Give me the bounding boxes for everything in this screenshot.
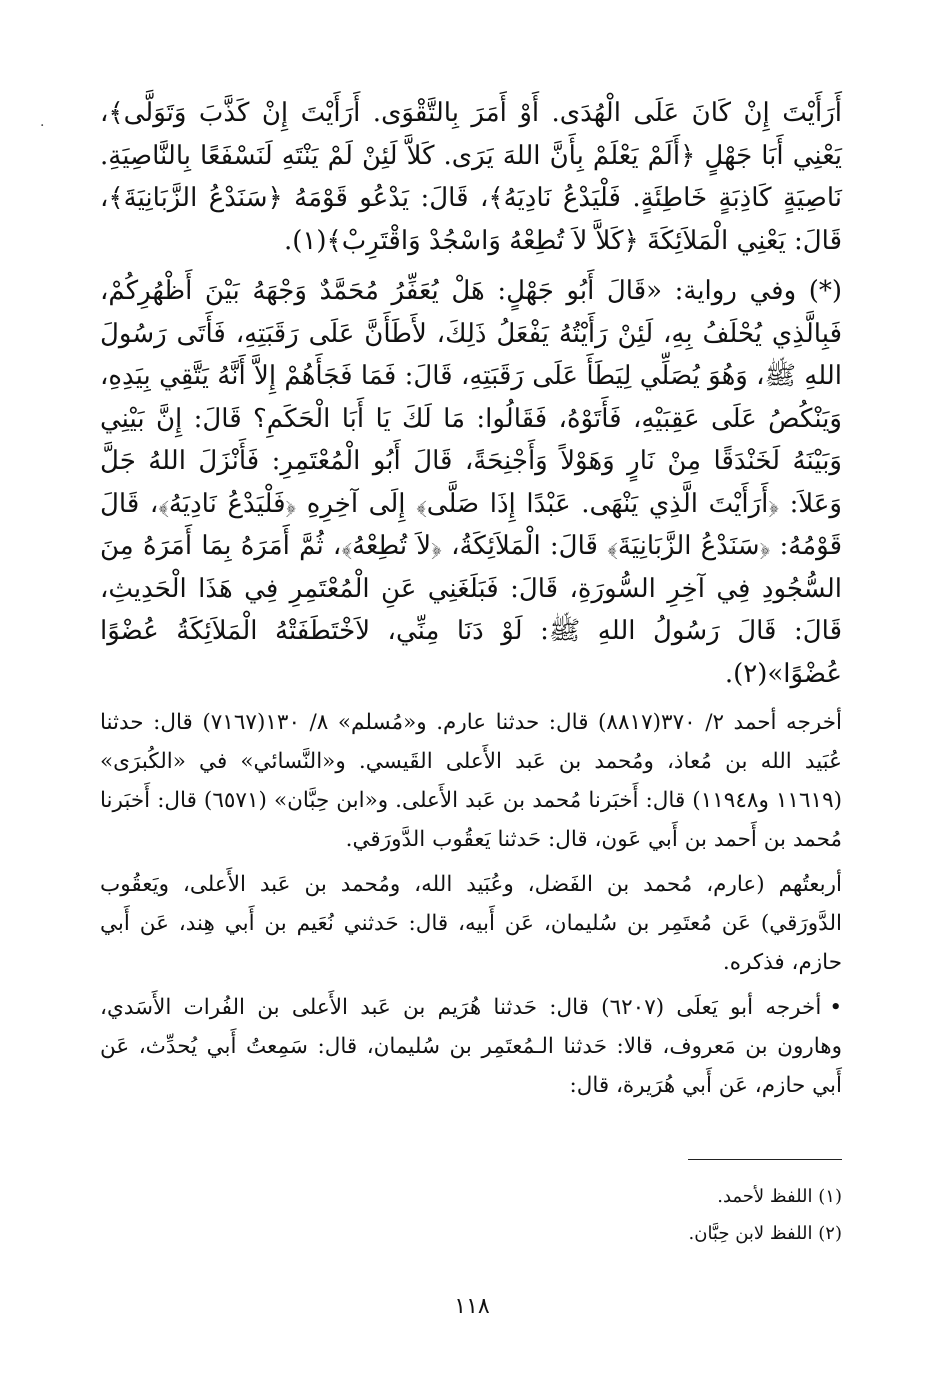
takhrij-paragraph-3-text: أخرجه أبو يَعلَى (٦٢٠٧) قال: حَدثنا هُرَيم بن عَبد الأَعلى بن الفُرات الأَسَدي، وهارون بن مَعروف، قالا: حَدثنا الـمُعتَمِر بن سُليمان، قال: سَمِعتُ أَبي يُحدِّث، عَن أَبي حازم، عَن أَبي هُرَيرة، قال: [100, 995, 842, 1098]
footnotes [100, 1178, 842, 1252]
takhrij-paragraph-2: أربعتُهم (عارم، مُحمد بن الفَضل، وعُبَيد الله، ومُحمد بن عَبد الأَعلى، ويَعقُوب الدَّورَقي) عَن مُعتَمِر بن سُليمان، عَن أَبيه، قال: حَدثني نُعَيم بن أَبي هِند، عَن أَبي حازم، فذكره. [100, 872, 842, 975]
matn-paragraph-2: (*) وفي رواية: «قَالَ أَبُو جَهْلٍ: هَلْ يُعَفِّرُ مُحَمَّدٌ وَجْهَهُ بَيْنَ أَظْهُرِكُمْ، فَبِالَّذِي يُحْلَفُ بِهِ، لَئِنْ رَأَيْتُهُ يَفْعَلُ ذَلِكَ، لأَطَأَنَّ عَلَى رَقَبَتِهِ، فَأَتَى رَسُولَ اللهِ ﷺ، وَهُوَ يُصَلِّي لِيَطَأَ عَلَى رَقَبَتِهِ، قَالَ: فَمَا فَجَأَهُمْ إِلاَّ أَنَّهُ يَتَّقِي بِيَدِهِ، وَيَنْكُصُ عَلَى عَقِبَيْهِ، فَأَتَوْهُ، فَقَالُوا: مَا لَكَ يَا أَبَا الْحَكَمِ؟ قَالَ: إِنَّ بَيْنِي وَبَيْنَهُ لَخَنْدَقًا مِنْ نَارٍ وَهَوْلاً وَأَجْنِحَةً، قَالَ أَبُو الْمُعْتَمِرِ: فَأَنْزَلَ اللهُ جَلَّ وَعَلاَ: ﴿أَرَأَيْتَ الَّذِي يَنْهَى. عَبْدًا إِذَا صَلَّى﴾ إِلَى آخِرِهِ ﴿فَلْيَدْعُ نَادِيَهُ﴾، قَالَ قَوْمُهُ: ﴿سَنَدْعُ الزَّبَانِيَةَ﴾ قَالَ: الْمَلاَئِكَةُ، ﴿لاَ تُطِعْهُ﴾، ثُمَّ أَمَرَهُ بِمَا أَمَرَهُ مِنَ السُّجُودِ فِي آخِرِ السُّورَةِ، قَالَ: فَبَلَغَنِي عَنِ الْمُعْتَمِرِ فِي هَذَا الْحَدِيثِ، قَالَ: قَالَ رَسُولُ اللهِ ﷺ: لَوْ دَنَا مِنِّي، لاَخْتَطَفَتْهُ الْمَلاَئِكَةُ عُضْوًا عُضْوًا»(٢). [100, 276, 842, 689]
takhrij-paragraph-1: أخرجه أحمد ٢/ ٣٧٠(٨٨١٧) قال: حدثنا عارم. و«مُسلم» ٨/ ١٣٠(٧١٦٧) قال: حدثنا عُبَيد الله بن مُعاذ، ومُحمد بن عَبد الأَعلى القَيسي. و«النَّسائي» في «الكُبرَى» (١١٦١٩ و١١٩٤٨) قال: أَخبَرنا مُحمد بن عَبد الأَعلى. و«ابن حِبَّان» (٦٥٧١) قال: أَخبَرنا مُحمد بن أَحمد بن أَبي عَون، قال: حَدثنا يَعقُوب الدَّورَقي. [100, 710, 843, 852]
footnote-divider [688, 1159, 842, 1160]
page-number: ١١٨ [454, 1294, 490, 1319]
bullet-icon: • [829, 995, 842, 1020]
footnote-1: (١) اللفظ لأحمد. [717, 1186, 842, 1207]
page-body [100, 92, 842, 1105]
takhrij-paragraph-3 [100, 988, 842, 1105]
footnote-2: (٢) اللفظ لابن حِبَّان. [688, 1223, 842, 1244]
matn-paragraph-1: أَرَأَيْتَ إِنْ كَانَ عَلَى الْهُدَى. أَوْ أَمَرَ بِالتَّقْوَى. أَرَأَيْتَ إِنْ كَذَّبَ وَتَوَلَّى﴾، يَعْنِي أَبَا جَهْلٍ ﴿أَلَمْ يَعْلَمْ بِأَنَّ اللهَ يَرَى. كَلاَّ لَئِنْ لَمْ يَنْتَهِ لَنَسْفَعًا بِالنَّاصِيَةِ. نَاصِيَةٍ كَاذِبَةٍ خَاطِئَةٍ. فَلْيَدْعُ نَادِيَهُ﴾، قَالَ: يَدْعُو قَوْمَهُ ﴿سَنَدْعُ الزَّبَانِيَةَ﴾، قَالَ: يَعْنِي الْمَلاَئِكَةَ ﴿كَلاَّ لاَ تُطِعْهُ وَاسْجُدْ وَاقْتَرِبْ﴾(١). [100, 98, 842, 256]
stray-dot-mark: · [40, 118, 45, 134]
